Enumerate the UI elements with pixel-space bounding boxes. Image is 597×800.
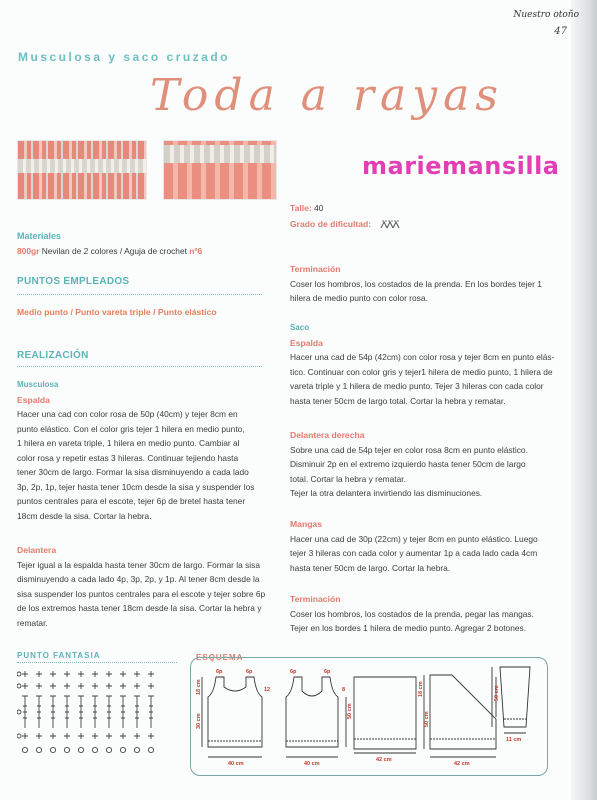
delantera-derecha-line: Disminuir 2p en el extremo izquierdo hasta tener 50cm de largo: [290, 459, 526, 469]
materiales-section: [17, 229, 202, 258]
stitch-plus-symbol: [106, 733, 112, 739]
delantera-section: [17, 543, 279, 630]
stitch-plus-symbol: [64, 671, 70, 677]
triple-stitch-symbol: [120, 696, 126, 728]
terminacion-1-section: [290, 262, 560, 306]
stitch-plus-symbol: [64, 733, 70, 739]
delantera-line: rematar.: [17, 617, 48, 628]
stitch-plus-symbol: [106, 683, 112, 689]
stitch-plus-symbol: [120, 683, 126, 689]
delantera-label: Delantera: [17, 545, 57, 555]
materiales-needle: nº6: [189, 245, 203, 256]
espalda-line: 18cm desde la sisa. Cortar la hebra.: [17, 510, 152, 521]
delantera-line: Tejer igual a la espalda hasta tener 30cm de largo. Formar la sisa: [17, 559, 261, 570]
stitch-swatch-photo-1: [17, 140, 147, 200]
stitch-plus-symbol: [120, 671, 126, 677]
stitch-plus-symbol: [50, 733, 56, 739]
section-divider: [17, 294, 262, 295]
dim-label: 50 cm: [347, 703, 353, 719]
talle-label: Talle:: [290, 203, 312, 213]
esquema-label: ESQUEMA: [196, 653, 244, 662]
stitch-plus-symbol: [78, 733, 84, 739]
chain-stitch-symbol: [64, 747, 69, 752]
chain-stitch-symbol: [120, 747, 125, 752]
stitch-plus-symbol: [50, 671, 56, 677]
dim-label: 8: [342, 687, 346, 693]
chain-stitch-symbol: [50, 747, 55, 752]
chain-stitch-symbol: [22, 747, 27, 752]
triple-stitch-symbol: [78, 696, 84, 728]
dificultad-row: [290, 217, 402, 232]
dim-label: 6p: [324, 669, 331, 675]
triple-stitch-symbol: [92, 696, 98, 728]
delantera-line: de los extremos hasta tener 18cm desde la sisa. Cortar la hebra y: [17, 603, 262, 613]
terminacion-1-line: Coser los hombros, los costados de la prenda. En los bordes tejer 1: [290, 278, 542, 289]
mangas-line: tejer 3 hileras con cada color y aumentar 1p a cada lado cada 4cm: [290, 548, 538, 558]
corner-signature: Nuestro otoño: [513, 10, 579, 20]
delantera-line: disminuyendo a cada lado 4p, 3p, 2p, y 1p. Al tener 8cm desde la: [17, 574, 260, 584]
puntos-heading: PUNTOS EMPLEADOS: [17, 276, 130, 287]
terminacion-1-line: hilera de medio punto con color rosa.: [290, 293, 428, 303]
delantera-derecha-line: total. Cortar la hebra y rematar.: [290, 473, 406, 484]
stitch-plus-symbol: [134, 671, 140, 677]
stitch-plus-symbol: [64, 683, 70, 689]
dim-label: 6p: [246, 669, 253, 675]
stitch-plus-symbol: [120, 733, 126, 739]
stitch-plus-symbol: [148, 733, 154, 739]
esquema-diagram: [190, 657, 546, 774]
dim-label: 42 cm: [454, 761, 470, 767]
punto-fantasia-label: PUNTO FANTASIA: [17, 651, 101, 660]
chain-stitch-symbol: [134, 747, 139, 752]
stitch-plus-symbol: [78, 683, 84, 689]
saco-espalda-line: tico. Continuar con color gris y tejer1 hilera de medio punto, 1 hilera de: [290, 366, 553, 377]
mangas-section: [290, 517, 562, 575]
delantera-derecha-line: Tejer la otra delantera invirtiendo las disminuciones.: [290, 488, 483, 498]
stitch-plus-symbol: [36, 671, 42, 677]
espalda-line: Hacer una cad con color rosa de 50p (40cm) y tejer 8cm en: [17, 409, 238, 419]
triple-stitch-symbol: [22, 696, 28, 728]
dim-label: 50 cm: [494, 685, 500, 701]
saco-espalda-section: [290, 321, 562, 408]
espalda-line: punto elástico. Con el color gris tejer 1 hilera en medio punto,: [17, 423, 245, 434]
mangas-line: Hacer una cad de 30p (22cm) y tejer 8cm en punto elástico. Luego: [290, 533, 538, 544]
stitch-plus-symbol: [92, 671, 98, 677]
talle-value: 40: [314, 203, 324, 213]
terminacion-2-line: Coser los hombros, los costados de la prenda, pegar las mangas.: [290, 608, 534, 619]
stitch-chart: [17, 668, 177, 758]
chain-stitch-symbol: [17, 672, 21, 676]
mangas-line: hasta tener 50cm de largo. Cortar la hebra.: [290, 562, 451, 573]
espalda-label: Espalda: [17, 394, 50, 405]
dim-label: 6p: [290, 669, 297, 675]
triple-stitch-symbol: [50, 696, 56, 728]
chain-stitch-symbol: [148, 747, 153, 752]
stitch-plus-symbol: [36, 733, 42, 739]
terminacion-2-section: [290, 592, 562, 636]
materiales-text: [17, 244, 202, 259]
delantera-derecha-label: Delantera derecha: [290, 430, 365, 440]
triple-stitch-symbol: [36, 696, 42, 728]
chain-stitch-symbol: [78, 747, 83, 752]
dim-label: 12: [264, 687, 271, 693]
musculosa-label: Musculosa: [17, 380, 59, 389]
terminacion-1-label: Terminación: [290, 264, 341, 274]
stitch-plus-symbol: [134, 683, 140, 689]
stitch-plus-symbol: [134, 733, 140, 739]
puntos-text: Medio punto / Punto vareta triple / Punto elástico: [17, 307, 217, 317]
chain-stitch-symbol: [17, 684, 21, 688]
mangas-label: Mangas: [290, 519, 322, 529]
stitch-plus-symbol: [78, 671, 84, 677]
pattern-subtitle: Musculosa y saco cruzado: [18, 50, 231, 64]
stitch-plus-symbol: [50, 683, 56, 689]
saco-espalda-label: Espalda: [290, 337, 323, 348]
stitch-plus-symbol: [148, 683, 154, 689]
dificultad-label: Grado de dificultad:: [290, 219, 372, 229]
musculosa-section: [17, 378, 279, 523]
dim-label: 18 cm: [418, 681, 424, 697]
espalda-line: 3p, 2p, 1p, tejer hasta tener 10cm desde la sisa y suspender los: [17, 481, 255, 492]
page-number: 47: [554, 26, 567, 37]
materiales-weight: 800gr: [17, 245, 40, 256]
espalda-line: color rosa y repetir estas 3 hileras. Continuar tejiendo hasta: [17, 452, 239, 463]
chain-stitch-symbol: [36, 747, 41, 752]
watermark-text: mariemansilla: [362, 152, 560, 180]
page-spine: [571, 0, 597, 800]
triple-stitch-symbol: [64, 696, 70, 728]
dim-label: 11 cm: [506, 737, 522, 743]
espalda-line: tener 30cm de largo. Formar la sisa disminuyendo a cada lado: [17, 467, 249, 477]
triple-stitch-symbol: [134, 696, 140, 728]
stitch-plus-symbol: [106, 671, 112, 677]
dim-label: 40 cm: [304, 761, 320, 767]
stitch-plus-symbol: [22, 671, 28, 677]
dim-label: 18 cm: [196, 679, 202, 695]
espalda-line: 1 hilera en vareta triple, 1 hilera en medio punto. Cambiar al: [17, 438, 240, 448]
realizacion-heading: REALIZACIÓN: [17, 350, 89, 361]
materiales-desc: Nevilan de 2 colores / Aguja de crochet: [41, 245, 187, 256]
stitch-plus-symbol: [92, 683, 98, 689]
dim-label: 40 cm: [228, 761, 244, 767]
section-divider: [17, 366, 262, 367]
delantera-line: sisa suspender los puntos centrales para el escote y tejer sobre 6p: [17, 588, 266, 599]
stitch-plus-symbol: [148, 671, 154, 677]
saco-label: Saco: [290, 323, 310, 332]
stitch-plus-symbol: [36, 683, 42, 689]
section-divider: [17, 662, 177, 663]
stitch-swatch-photo-2: [163, 140, 277, 200]
stitch-plus-symbol: [22, 733, 28, 739]
terminacion-2-line: Tejer en los bordes 1 hilera de medio punto. Agregar 2 botones.: [290, 623, 527, 633]
talle-row: [290, 201, 323, 216]
chain-stitch-symbol: [106, 747, 111, 752]
dim-label: 50 cm: [424, 711, 430, 727]
pattern-title: Toda a rayas: [150, 70, 504, 121]
stitch-plus-symbol: [92, 733, 98, 739]
materiales-heading: Materiales: [17, 231, 62, 241]
espalda-line: puntos centrales para el escote, tejer 6p de bretel hasta tener: [17, 496, 246, 506]
triple-stitch-symbol: [148, 696, 154, 728]
saco-espalda-line: vareta triple y 1 hilera de medio punto. Tejer 3 hileras con cada color: [290, 381, 544, 391]
chain-stitch-symbol: [92, 747, 97, 752]
saco-espalda-line: Hacer una cad de 54p (42cm) con color rosa y tejer 8cm en punto elás-: [290, 352, 555, 362]
dim-label: 6p: [216, 669, 223, 675]
difficulty-stitch-icon: [380, 220, 402, 229]
dim-label: 30 cm: [196, 713, 202, 729]
dim-label: 42 cm: [376, 757, 392, 763]
delantera-derecha-line: Sobre una cad de 54p tejer en color rosa 8cm en punto elástico.: [290, 444, 528, 455]
delantera-derecha-section: [290, 428, 562, 501]
saco-espalda-line: hasta tener 50cm de largo total. Cortar la hebra y rematar.: [290, 395, 506, 406]
stitch-plus-symbol: [22, 683, 28, 689]
triple-stitch-symbol: [106, 696, 112, 728]
chain-stitch-symbol: [17, 710, 21, 714]
terminacion-2-label: Terminación: [290, 594, 341, 604]
chain-stitch-symbol: [17, 734, 21, 738]
